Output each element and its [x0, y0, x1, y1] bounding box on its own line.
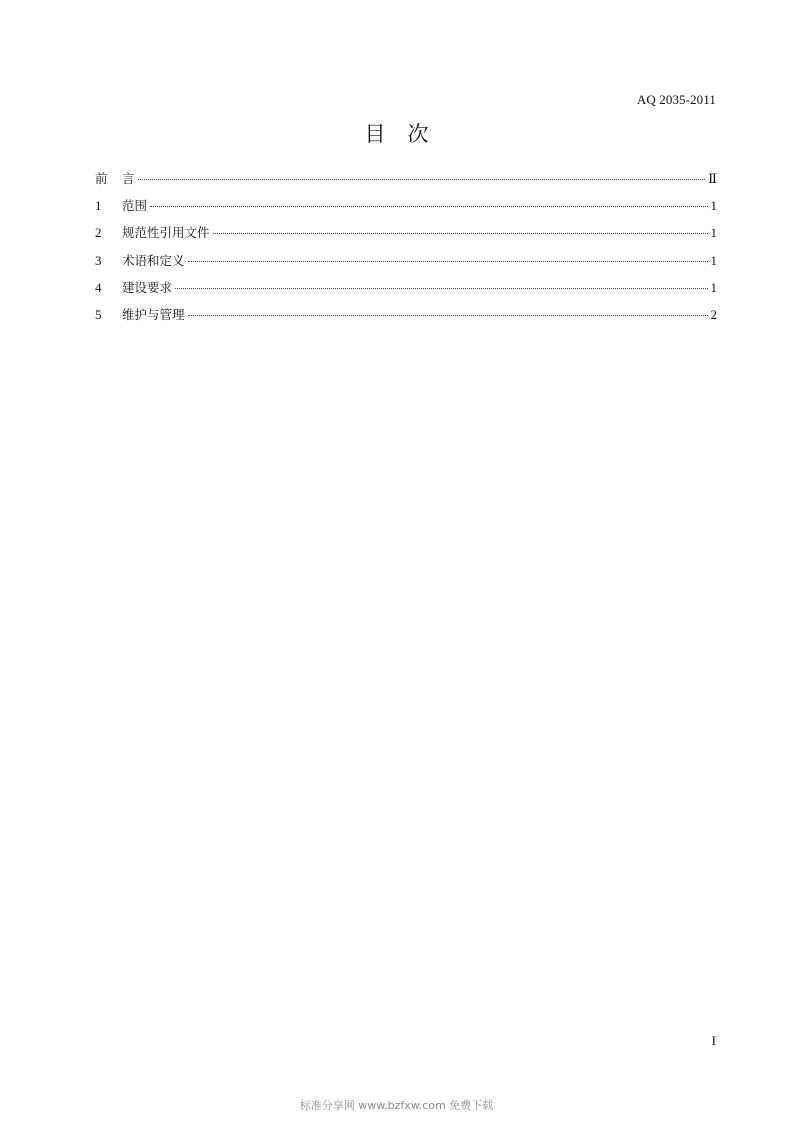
toc-entry-number: 前: [95, 171, 108, 186]
toc-entry-normative-references[interactable]: [95, 223, 717, 250]
toc-entry-number: 4: [95, 279, 102, 295]
toc-entry-scope[interactable]: [95, 196, 717, 223]
toc-entry-number: 1: [95, 198, 102, 214]
toc-entry-page: Ⅱ: [708, 171, 717, 186]
toc-entry-label: 言: [122, 171, 135, 186]
toc-entry-number: 5: [95, 306, 102, 322]
toc-title: 目次: [364, 122, 451, 146]
toc-entry-maintenance-management[interactable]: [95, 305, 717, 332]
dot-leader: [138, 179, 706, 180]
toc-entry-label: 规范性引用文件: [122, 225, 210, 241]
dot-leader: [150, 206, 707, 207]
toc-entry-preface[interactable]: [95, 169, 717, 196]
toc-entry-page: 2: [710, 306, 717, 322]
page-number: I: [711, 1033, 716, 1048]
toc-entry-label: 维护与管理: [122, 306, 185, 322]
toc-entry-label: 术语和定义: [122, 252, 185, 268]
toc-entry-page: 1: [710, 279, 717, 295]
dot-leader: [175, 288, 707, 289]
toc-entry-label: 范围: [122, 198, 148, 214]
toc-entry-page: 1: [710, 252, 717, 268]
toc-entry-label: 建设要求: [122, 279, 173, 295]
document-code: AQ 2035-2011: [636, 92, 716, 107]
table-of-contents: [95, 169, 717, 332]
dot-leader: [188, 261, 708, 262]
watermark-text: 标准分享网 www.bzfxw.com 免费下载: [299, 1099, 494, 1112]
toc-entry-number: 2: [95, 225, 102, 241]
toc-entry-page: 1: [710, 225, 717, 241]
toc-entry-number: 3: [95, 252, 102, 268]
toc-entry-terms-definitions[interactable]: [95, 251, 717, 278]
dot-leader: [213, 233, 708, 234]
toc-entry-construction-requirements[interactable]: [95, 278, 717, 305]
toc-entry-page: 1: [710, 198, 717, 214]
dot-leader: [188, 315, 708, 316]
